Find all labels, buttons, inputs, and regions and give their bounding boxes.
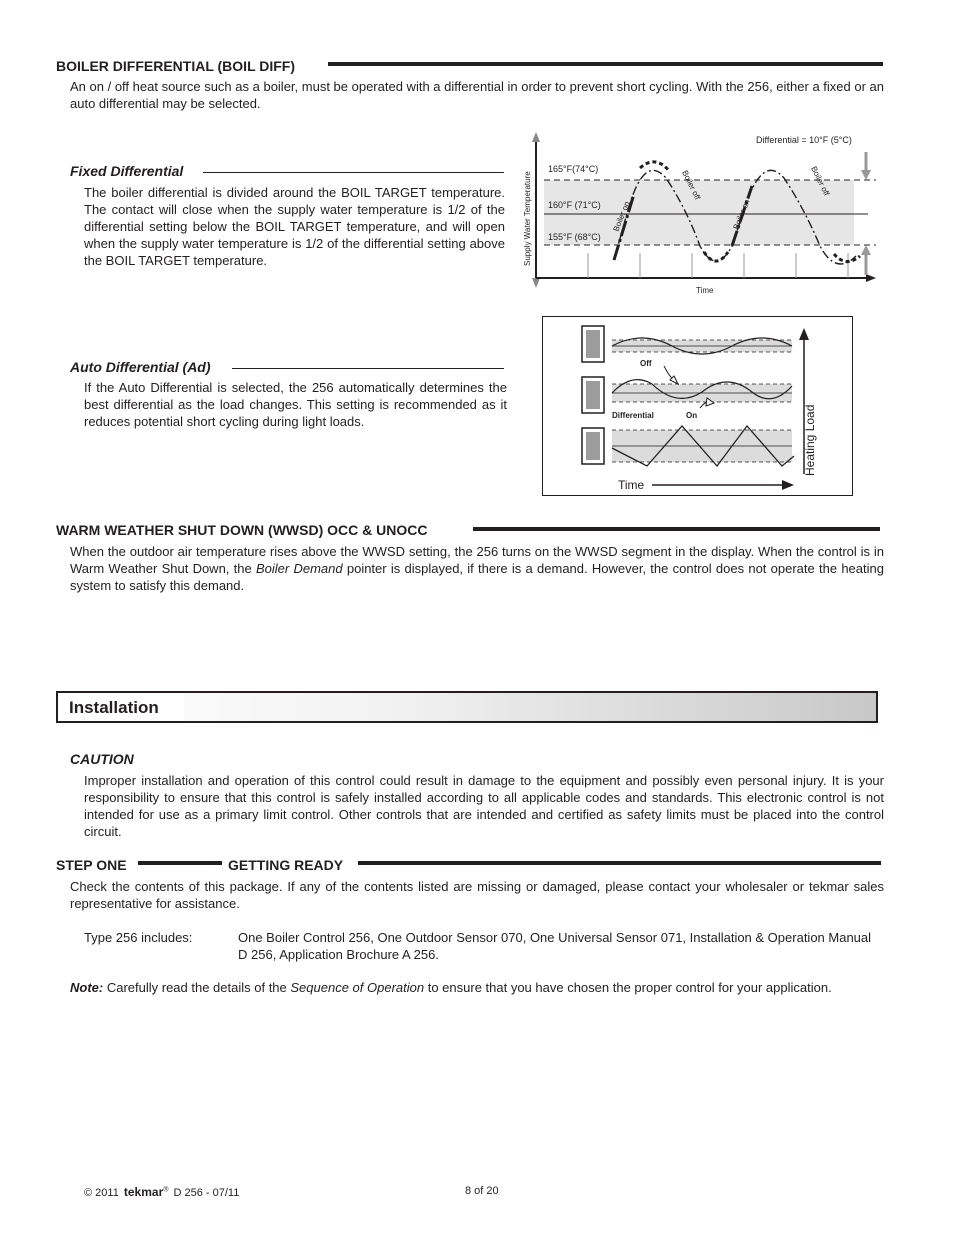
fixed-diff-diagram xyxy=(516,128,886,298)
caution-heading: CAUTION xyxy=(70,751,134,767)
boiler-icon-mid-load xyxy=(582,377,604,413)
fixed-diff-rule xyxy=(203,172,504,173)
boiler-on-label: Boiler on xyxy=(611,200,632,233)
y-axis-arrow-icon xyxy=(532,132,540,142)
boil-diff-heading: BOILER DIFFERENTIAL (BOIL DIFF) xyxy=(56,58,296,74)
diff-arrow-up-icon xyxy=(861,245,871,255)
copyright: © 2011 xyxy=(84,1187,119,1199)
heating-load-label: Heating Load xyxy=(803,404,817,476)
differential-label: Differential xyxy=(612,411,654,420)
page-number: 8 of 20 xyxy=(465,1185,499,1197)
diff-arrow-down-icon xyxy=(861,170,871,180)
includes-text: One Boiler Control 256, One Outdoor Sensor 070, One Universal Sensor 071, Installation & Operation Manual D 256, Application Brochure A 256. xyxy=(238,930,872,962)
heading-rule xyxy=(473,527,880,531)
auto-diff-diagram xyxy=(542,316,854,497)
auto-diff-rule xyxy=(232,368,504,369)
includes-label: Type 256 includes: xyxy=(84,930,193,945)
level-label-low: 155°F (68°C) xyxy=(548,232,601,242)
level-label-target: 160°F (71°C) xyxy=(548,200,601,210)
boiler-off-label: Boiler off xyxy=(809,164,832,198)
note-text: Note: Carefully read the details of the Sequence of Operation to ensure that you have chosen the proper control for your application. xyxy=(70,980,832,995)
caution-text: Improper installation and operation of this control could result in damage to the equipment and possibly even personal injury. It is your responsibility to ensure that this control is safely installed according to all applicable codes and standards. This electronic control is not intended for use as a primary limit control. Other controls that are intended and certified as safety limits must be placed into the control circuit. xyxy=(84,773,884,839)
y-axis-label: Supply Water Temperature xyxy=(523,171,532,266)
step-one-text: Check the contents of this package. If any of the contents listed are missing or damaged, please contact your wholesaler or tekmar sales representative for assistance. xyxy=(70,879,884,911)
differential-value-label: Differential = 10°F (5°C) xyxy=(756,135,852,145)
installation-banner xyxy=(56,691,878,723)
boiler-on-label: Boiler on xyxy=(731,198,752,231)
boiler-icon-high-load xyxy=(582,428,604,464)
footer-left: © 2011 tekmar® D 256 - 07/11 xyxy=(84,1185,240,1199)
fixed-diff-heading: Fixed Differential xyxy=(70,163,184,179)
x-axis-label: Time xyxy=(696,286,714,295)
wwsd-heading: WARM WEATHER SHUT DOWN (WWSD) OCC & UNOCC xyxy=(56,522,428,538)
auto-diff-text: If the Auto Differential is selected, the 256 automatically determines the best differential as the load changes. This setting is recommended as it reduces potential short cycling during light loads. xyxy=(84,380,507,429)
heading-rule xyxy=(328,62,883,66)
time-label: Time xyxy=(618,478,645,492)
step-one-label: STEP ONE xyxy=(56,857,127,873)
boil-diff-intro: An on / off heat source such as a boiler, must be operated with a differential in order to prevent short cycling. With the 256, either a fixed or an auto differential may be selected. xyxy=(70,79,884,111)
auto-diff-heading: Auto Differential (Ad) xyxy=(70,359,211,375)
step-rule xyxy=(138,861,222,865)
brand-logo: tekmar xyxy=(123,1185,164,1199)
level-label-high: 165°F(74°C) xyxy=(548,164,599,174)
fixed-diff-text: The boiler differential is divided around the BOIL TARGET temperature. The contact will close when the supply water temperature is 1/2 of the differential setting below the BOIL TARGET temperature, and will open when the supply water temperature is 1/2 of the differential setting above the BOIL TARGET temperature. xyxy=(84,185,505,268)
installation-title: Installation xyxy=(69,698,159,717)
on-label: On xyxy=(686,411,698,420)
off-label: Off xyxy=(640,359,652,368)
heading-rule xyxy=(358,861,881,865)
step-one-title: GETTING READY xyxy=(228,857,344,873)
wwsd-text: When the outdoor air temperature rises above the WWSD setting, the 256 turns on the WWSD segment in the display. When the control is in Warm Weather Shut Down, the Boiler Demand pointer is displayed, if there is a demand. However, the control does not operate the heating system to satisfy this demand. xyxy=(70,544,884,593)
doc-code: D 256 - 07/11 xyxy=(173,1187,240,1199)
x-axis-arrow-icon xyxy=(866,274,876,282)
boiler-off-label: Boiler off xyxy=(680,168,703,202)
boiler-icon-low-load xyxy=(582,326,604,362)
